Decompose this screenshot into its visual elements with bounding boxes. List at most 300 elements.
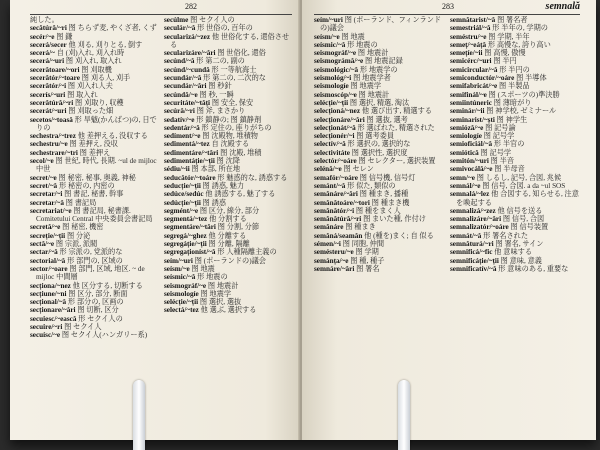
right-page-column-2 [450, 16, 580, 434]
dictionary-entry [30, 107, 158, 115]
entry-definition: 图 選択性, 選択度 [351, 148, 408, 157]
dictionary-entry [450, 91, 580, 99]
entry-headword: semănătór/~i [314, 206, 355, 215]
entry-definition: 图 記号学 [480, 148, 512, 157]
dictionary-entry [30, 190, 158, 198]
entry-definition: 图 秘密, 秘事, 奥義, 神秘 [58, 173, 136, 182]
entry-headword: semnătarist/~ă [450, 16, 496, 24]
dictionary-entry [30, 207, 158, 224]
entry-definition: 他 分離する [208, 231, 247, 240]
dictionary-entry [450, 124, 580, 132]
dictionary-entry [164, 190, 292, 198]
dictionary-entry [450, 182, 580, 190]
dictionary-entry [450, 248, 580, 256]
dictionary-entry [30, 265, 158, 282]
dictionary-entry [450, 116, 580, 124]
dictionary-entry [450, 190, 580, 207]
entry-definition: 形 宗派の, 党派的な [59, 248, 123, 257]
dictionary-entry [314, 165, 444, 173]
entry-headword: semănáre/~ări [314, 190, 358, 199]
entry-definition: 图 半円 [493, 57, 517, 66]
entry-headword: semnalizá/~zez [450, 206, 496, 215]
entry-definition: 他 区分する, 切断する [72, 281, 143, 290]
entry-definition: 图 意味, 意義 [500, 256, 542, 265]
entry-headword: semăná/seamăn [314, 231, 363, 240]
dictionary-entry [164, 165, 292, 173]
page-header-left [30, 2, 292, 15]
dictionary-entry [450, 140, 580, 148]
entry-definition: 图 しるし, 記号, 合図, 兆候 [476, 173, 562, 182]
dictionary-entry [30, 82, 158, 90]
entry-headword: semnificatív/~ă [450, 264, 497, 273]
entry-definition: 图 部門, 区域, 地区. ~ de mijloc 中間層 [36, 264, 145, 282]
entry-definition: 图 沈降 [216, 157, 241, 166]
entry-headword: secúnd/~ă [164, 57, 195, 66]
entry-definition: 形 第二の, 副の [196, 57, 245, 66]
entry-headword: semánt/~ă [314, 181, 346, 190]
dictionary-entry [30, 290, 158, 298]
entry-definition: 图 選択, 精選, 淘汰 [349, 98, 410, 107]
entry-headword: seismologíe [164, 289, 199, 298]
entry-definition: 图 区分, 部分, 断面 [68, 289, 128, 298]
entry-definition: 形 秘密の, 内密の [58, 181, 115, 190]
entry-headword: segregaționíst/~ă [164, 248, 216, 257]
entry-definition: 图 同胞, 仲間 [342, 240, 385, 249]
entry-definition: 图 秒, 一瞬 [199, 90, 234, 99]
entry-headword: semețíe/~ii [450, 49, 483, 58]
entry-definition: 形 人種隔離主義の [217, 248, 277, 257]
entry-headword: secúră/~ri [164, 107, 195, 116]
entry-definition: 图 切断, 区分 [77, 306, 119, 315]
entry-headword: seismológic/~ă [314, 65, 359, 74]
entry-definition: 图 半製品 [499, 82, 530, 91]
entry-definition: 形 地震の [347, 40, 378, 49]
entry-definition: 图 (ポーランドの)議会 [194, 256, 266, 265]
dictionary-entry [164, 306, 292, 314]
entry-definition: 图 地震計 [358, 90, 390, 99]
entry-definition: 形 選択の, 選択的な [347, 140, 411, 149]
entry-headword: semnalizáre/~ări [450, 215, 502, 224]
dictionary-entry [450, 174, 580, 182]
dictionary-entry [164, 232, 292, 240]
entry-definition: 形 一等航海士 [211, 65, 257, 74]
entry-headword: secțional/~ă [30, 298, 67, 307]
dictionary-entry [314, 57, 444, 65]
entry-headword: secol/~e [30, 157, 54, 166]
entry-definition: 图 記号論 [485, 123, 516, 132]
entry-definition: 形 部門の, 区域の [67, 256, 123, 265]
entry-definition: 图 まいた種, 作付け [363, 215, 426, 224]
entry-definition: 图 選抜, 選考 [366, 115, 408, 124]
entry-definition: 他 信号を送る [497, 206, 543, 215]
entry-definition: 图 セレン [343, 165, 374, 174]
entry-headword: semeț/~eáță [450, 40, 487, 49]
entry-definition: 图 安全, 保安 [211, 98, 254, 107]
dictionary-entry [314, 190, 444, 198]
entry-headword: secularizá/~zez [164, 32, 211, 41]
entry-definition: 他 世俗化する, 還俗させる [170, 32, 290, 49]
entry-headword: selecționá/~nez [314, 107, 361, 116]
entry-definition: 图 取入れ [67, 90, 98, 99]
entry-definition: 图 種をまく人 [355, 206, 401, 215]
entry-headword: semicérc/~uri [450, 57, 492, 66]
guide-word: semnală [545, 1, 580, 12]
entry-definition: 他 選び出す, 精選する [361, 107, 432, 116]
dictionary-entry [30, 41, 158, 49]
entry-definition: 图 地震記録 [365, 57, 403, 66]
entry-definition: 他 選ぶ, 選択する [200, 306, 257, 315]
entry-definition: 形 鎮静の; 图 鎮静剤 [196, 115, 262, 124]
entry-headword: semifabricát/~e [450, 82, 498, 91]
dictionary-entry [450, 223, 580, 231]
entry-headword: seismologíe [314, 82, 349, 91]
entry-headword: semiconductór/~oáre [450, 74, 515, 83]
dictionary-entry [164, 91, 292, 99]
dictionary-entry [314, 41, 444, 49]
entry-headword: sedúcție/~ții [164, 198, 201, 207]
dictionary-entry [314, 16, 444, 33]
entry-definition: 图 ちらず麦, やくざ者, くず [68, 24, 157, 33]
entry-headword: semivocálă/~e [450, 165, 493, 174]
entry-headword: semnát/~ă [450, 231, 482, 240]
entry-definition: 自 沈殿する [211, 140, 250, 149]
entry-definition: 图 (スポーツの)準決勝 [488, 90, 560, 99]
entry-headword: selectivitáte [314, 148, 350, 157]
entry-definition: 图 地震 [191, 264, 215, 273]
entry-definition: 图 信号装置 [510, 223, 549, 232]
entry-headword: sectar/~ă [30, 248, 58, 257]
entry-headword: sechestrare/~tri [30, 148, 78, 157]
dictionary-entry [450, 24, 580, 32]
entry-headword: semnáre/~ări [314, 264, 355, 273]
dictionary-entry [30, 331, 158, 339]
entry-definition: 图 署名, サイン [495, 240, 544, 249]
entry-headword: sechestru/~e [30, 140, 68, 149]
dictionary-entry [314, 116, 444, 124]
left-page [10, 0, 300, 440]
entry-definition: 形 定住の, 座りがちの [201, 123, 272, 132]
entry-headword: secret/~ă [30, 181, 58, 190]
dictionary-entry [164, 290, 292, 298]
entry-headword: secerís/~uri [30, 90, 66, 99]
dictionary-entry [314, 66, 444, 74]
entry-definition: 形 選ばれた, 精選された [357, 123, 435, 132]
entry-definition: 图 刈取り, 収穫 [75, 98, 124, 107]
entry-headword: selécție/~ții [164, 298, 199, 307]
entry-headword: semn/~e [450, 173, 475, 182]
entry-definition: 图 学期, 半年 [488, 32, 530, 41]
dictionary-entry [30, 91, 158, 99]
book-stand-prong-right [398, 380, 410, 450]
dictionary-entry [450, 82, 580, 90]
entry-headword: semitón/~uri [450, 157, 489, 166]
entry-definition: 图 種, 種子 [350, 256, 385, 265]
dictionary-entry [450, 107, 580, 115]
entry-headword: sedúce/sedúc [164, 190, 204, 199]
dictionary-entry [450, 232, 580, 240]
entry-definition: 图 差押え [79, 148, 111, 157]
dictionary-entry [30, 282, 158, 290]
dictionary-entry [314, 140, 444, 148]
dictionary-entry [164, 107, 292, 115]
dictionary-entry [450, 165, 580, 173]
dictionary-entry [314, 223, 444, 231]
entry-headword: sédiu/~ii [164, 165, 190, 174]
entry-headword: secțiune/~ni [30, 289, 67, 298]
entry-headword: secuiesc/~ească [30, 314, 77, 323]
entry-definition: 图 半母音 [494, 165, 525, 174]
entry-headword: seismográmă/~e [314, 57, 364, 66]
entry-headword: semănáre [314, 223, 344, 232]
entry-headword: semnificáție/~ții [450, 256, 499, 265]
entry-definition: 形 半官の [493, 140, 525, 149]
entry-headword: secretă/~e [30, 223, 61, 232]
entry-headword: selectá/~tez [164, 306, 199, 315]
entry-headword: semésteru/~e [314, 248, 354, 257]
dictionary-entry [164, 174, 292, 182]
entry-definition: 图 書記局 [65, 198, 97, 207]
dictionary-entry [164, 282, 292, 290]
entry-definition: 图 信号機, 信号灯 [359, 173, 416, 182]
entry-headword: seísm/~e [314, 32, 340, 41]
dictionary-entry [164, 149, 292, 157]
entry-headword: secționa/~nez [30, 281, 71, 290]
entry-definition: 图 世紀, 時代, 長期. ~ul de mijloc 中世 [36, 157, 157, 174]
entry-headword: secreție/~ții [30, 231, 66, 240]
dictionary-entry [164, 207, 292, 215]
entry-definition: 形 魅惑的な, 誘惑する [217, 173, 288, 182]
entry-headword: sedíment/~e [164, 132, 201, 141]
entry-definition: 图 誘惑, 魅力 [202, 181, 245, 190]
entry-headword: sémen/~i [314, 240, 341, 249]
entry-headword: secúnd/~cundă [164, 65, 210, 74]
entry-definition: 图 分離, 隔離 [208, 240, 250, 249]
entry-definition: 图 記号学 [483, 132, 515, 141]
entry-definition: 图 分泌 [66, 231, 91, 240]
entry-headword: seculár/~ă [164, 24, 196, 33]
entry-headword: sedimentá/~tez [164, 140, 210, 149]
entry-headword: semiintúneric [450, 98, 492, 107]
dictionary-entry [30, 257, 158, 265]
dictionary-entry [314, 149, 444, 157]
entry-definition: 形 旱魃(かんばつ)の, 日でりの [36, 115, 157, 132]
entry-definition: 图 刈取機 [81, 65, 112, 74]
entry-definition: 形 セクイ人の [78, 314, 123, 323]
dictionary-entry [450, 149, 580, 157]
entry-headword: secerá/~ [30, 49, 55, 58]
entry-definition: 图 高慢, 傲慢 [484, 49, 526, 58]
left-page-column-1 [30, 16, 158, 434]
entry-headword: secuísc/~e [30, 331, 61, 340]
entry-definition: 形 半円の [499, 65, 530, 74]
dictionary-entry [314, 107, 444, 115]
entry-definition: 图 半音 [490, 157, 515, 166]
dictionary-entry [30, 248, 158, 256]
entry-headword: sedimentáre/~tări [164, 148, 219, 157]
entry-definition: 图 刈る人, 刈手 [81, 74, 131, 83]
entry-headword: seminarist/~ști [450, 115, 495, 124]
entry-headword: sechestra/~trez [30, 132, 76, 141]
entry-definition: 图 学期 [355, 248, 379, 257]
entry-headword: semnál/~e [450, 181, 481, 190]
entry-definition: 图 沈殿物, 堆積物 [202, 132, 258, 141]
dictionary-entry [164, 223, 292, 231]
entry-definition: 图 鎌 [56, 32, 73, 41]
entry-headword: segmentáre/~tări [164, 223, 216, 232]
entry-headword: securitáte/~tăți [164, 98, 211, 107]
entry-definition: 他 意味する [494, 248, 533, 257]
entry-definition: 他 (種を)まく; 自 似る [364, 231, 434, 240]
entry-definition: 图 沈殿, 堆積 [220, 148, 262, 157]
entry-headword: semiologíe [450, 132, 482, 141]
dictionary-entry [314, 232, 444, 240]
entry-headword: semioficiál/~ă [450, 140, 493, 149]
dictionary-entry [450, 33, 580, 41]
dictionary-entry [30, 157, 158, 174]
entry-headword: secundár/~ări [164, 82, 207, 91]
dictionary-entry [450, 207, 580, 215]
entry-headword: seím/~uri [164, 256, 193, 265]
entry-definition: 純した。 [30, 16, 59, 24]
page-number-right: 283 [442, 2, 454, 11]
entry-definition: 他 分割する [209, 215, 247, 224]
entry-headword: segregáție/~ții [164, 240, 207, 249]
entry-headword: seducție/~ții [164, 181, 201, 190]
entry-headword: seismográf/~e [164, 281, 207, 290]
entry-definition: 形 世俗の, 百年の [197, 24, 253, 33]
entry-headword: secúndă/~e [164, 90, 198, 99]
entry-headword: secetos/~toasă [30, 115, 73, 124]
entry-headword: segmént/~e [164, 206, 199, 215]
entry-definition: 图 薄暗がり [493, 98, 532, 107]
entry-headword: secătúră/~ri [30, 24, 67, 33]
entry-definition: 图 神学校, ゼミナール [486, 107, 557, 116]
entry-headword: secundár/~ă [164, 74, 202, 83]
entry-headword: secerătór/~toare [30, 74, 80, 83]
dictionary-entry [164, 257, 292, 265]
entry-definition: 图 秒針 [208, 82, 232, 91]
dictionary-entry [30, 174, 158, 182]
entry-definition: 图 斧, まさかり [196, 107, 246, 116]
dictionary-entry [450, 66, 580, 74]
entry-definition: 图 選考委員 [356, 132, 395, 141]
entry-definition: 自 (刈)入れ, 刈入れ時 [56, 49, 125, 58]
entry-definition: 图 分割, 分節 [217, 223, 260, 232]
entry-headword: semănătúră/~ri [314, 215, 362, 224]
entry-definition: 形 地震学の [359, 65, 398, 74]
entry-definition: 他 差押える, 没収する [77, 132, 148, 141]
entry-definition: 图 刈入れ人夫 [67, 82, 113, 91]
entry-definition: 图 宗派, 派閥 [55, 240, 98, 249]
entry-headword: semnalizatór/~oáre [450, 223, 509, 232]
entry-definition: 图 署名者 [497, 16, 528, 24]
entry-headword: semnalá/~lez [450, 190, 490, 199]
dictionary-entry [314, 91, 444, 99]
entry-definition: 图 秘密, 機密 [62, 223, 104, 232]
entry-definition: 图 本部, 所在地 [191, 165, 241, 174]
entry-definition: 图 地震学 [200, 289, 232, 298]
entry-definition: 图 半導体 [516, 74, 547, 83]
dictionary-entry [314, 265, 444, 273]
dictionary-entry [450, 265, 580, 273]
entry-headword: segregá/~ghez [164, 231, 207, 240]
entry-definition: 图 信号, 合図 [502, 215, 545, 224]
entry-headword: semestriál/~ă [450, 24, 491, 33]
entry-headword: secretar/~ă [30, 198, 64, 207]
entry-headword: seísmic/~ă [164, 273, 196, 282]
entry-headword: sedatív/~e [164, 115, 195, 124]
entry-headword: seismográf/~e [314, 49, 357, 58]
entry-definition: 图 地震計 [357, 49, 389, 58]
dictionary-entry [30, 232, 158, 240]
entry-headword: segmentá/~tez [164, 215, 208, 224]
entry-headword: selectór/~oáre [314, 157, 357, 166]
entry-headword: secerá/~uri [30, 57, 65, 66]
entry-definition: 图 セレクター, 選択装置 [358, 157, 436, 166]
entry-definition: 图 署名 [356, 264, 380, 273]
entry-headword: secerătúră/~ri [30, 98, 74, 107]
entry-definition: 图 (ポーランド、フィンランドの)議会 [320, 16, 442, 33]
entry-headword: semănătoáre/~tori [314, 198, 370, 207]
entry-headword: sedimentáție/~ții [164, 157, 215, 166]
right-page-column-1 [314, 16, 444, 434]
entry-definition: 他 合図する, 知らせる, 注意を喚起する [456, 190, 579, 207]
entry-headword: secerá/secer [30, 40, 67, 49]
entry-definition: 图 地震学 [350, 82, 382, 91]
entry-headword: secret/~e [30, 173, 57, 182]
entry-headword: selecționáre/~ări [314, 115, 365, 124]
entry-headword: secúlme [164, 16, 189, 24]
entry-headword: semánța/~e [314, 256, 349, 265]
entry-headword: secretar/~i [30, 190, 63, 199]
dictionary-entry [314, 182, 444, 190]
entry-headword: seminár/~ii [450, 107, 485, 116]
entry-headword: secerătoare/~ori [30, 65, 80, 74]
dictionary-entry [164, 124, 292, 132]
entry-definition: 他 誘惑する, 魅了する [205, 190, 276, 199]
entry-headword: seméstru/~e [450, 32, 487, 41]
entry-definition: 图 刈入れ, 取入れ [65, 57, 122, 66]
dictionary-entry [314, 199, 444, 207]
entry-headword: seím/~uri [314, 16, 343, 24]
dictionary-entry [314, 174, 444, 182]
entry-definition: 形 地震の [197, 273, 228, 282]
entry-headword: semióză/~e [450, 123, 484, 132]
dictionary-entry [450, 57, 580, 65]
entry-headword: secularizáre/~ări [164, 49, 216, 58]
entry-headword: seísm/~e [164, 264, 190, 273]
book-stand-prong-left [133, 380, 145, 450]
open-dictionary [10, 0, 596, 440]
entry-definition: 图 信号, 合図. a da ~ul SOS [482, 181, 566, 190]
entry-headword: sedentár/~ă [164, 123, 200, 132]
dictionary-entry [314, 82, 444, 90]
dictionary-entry [30, 57, 158, 65]
entry-definition: 图 神学生 [496, 115, 528, 124]
entry-headword: seducătór/~toáre [164, 173, 216, 182]
dictionary-entry [314, 33, 444, 41]
page-header-right [314, 2, 580, 15]
entry-headword: selénă/~e [314, 165, 342, 174]
entry-definition: 图 地震 [341, 32, 365, 41]
entry-headword: sectă/~e [30, 240, 55, 249]
dictionary-entry [164, 140, 292, 148]
entry-definition: 图 差押え, 没収 [69, 140, 118, 149]
entry-headword: seismoscóp/~e [314, 90, 357, 99]
dictionary-entry [30, 33, 158, 41]
dictionary-entry [164, 82, 292, 90]
entry-headword: semnăturá/~ri [450, 240, 494, 249]
